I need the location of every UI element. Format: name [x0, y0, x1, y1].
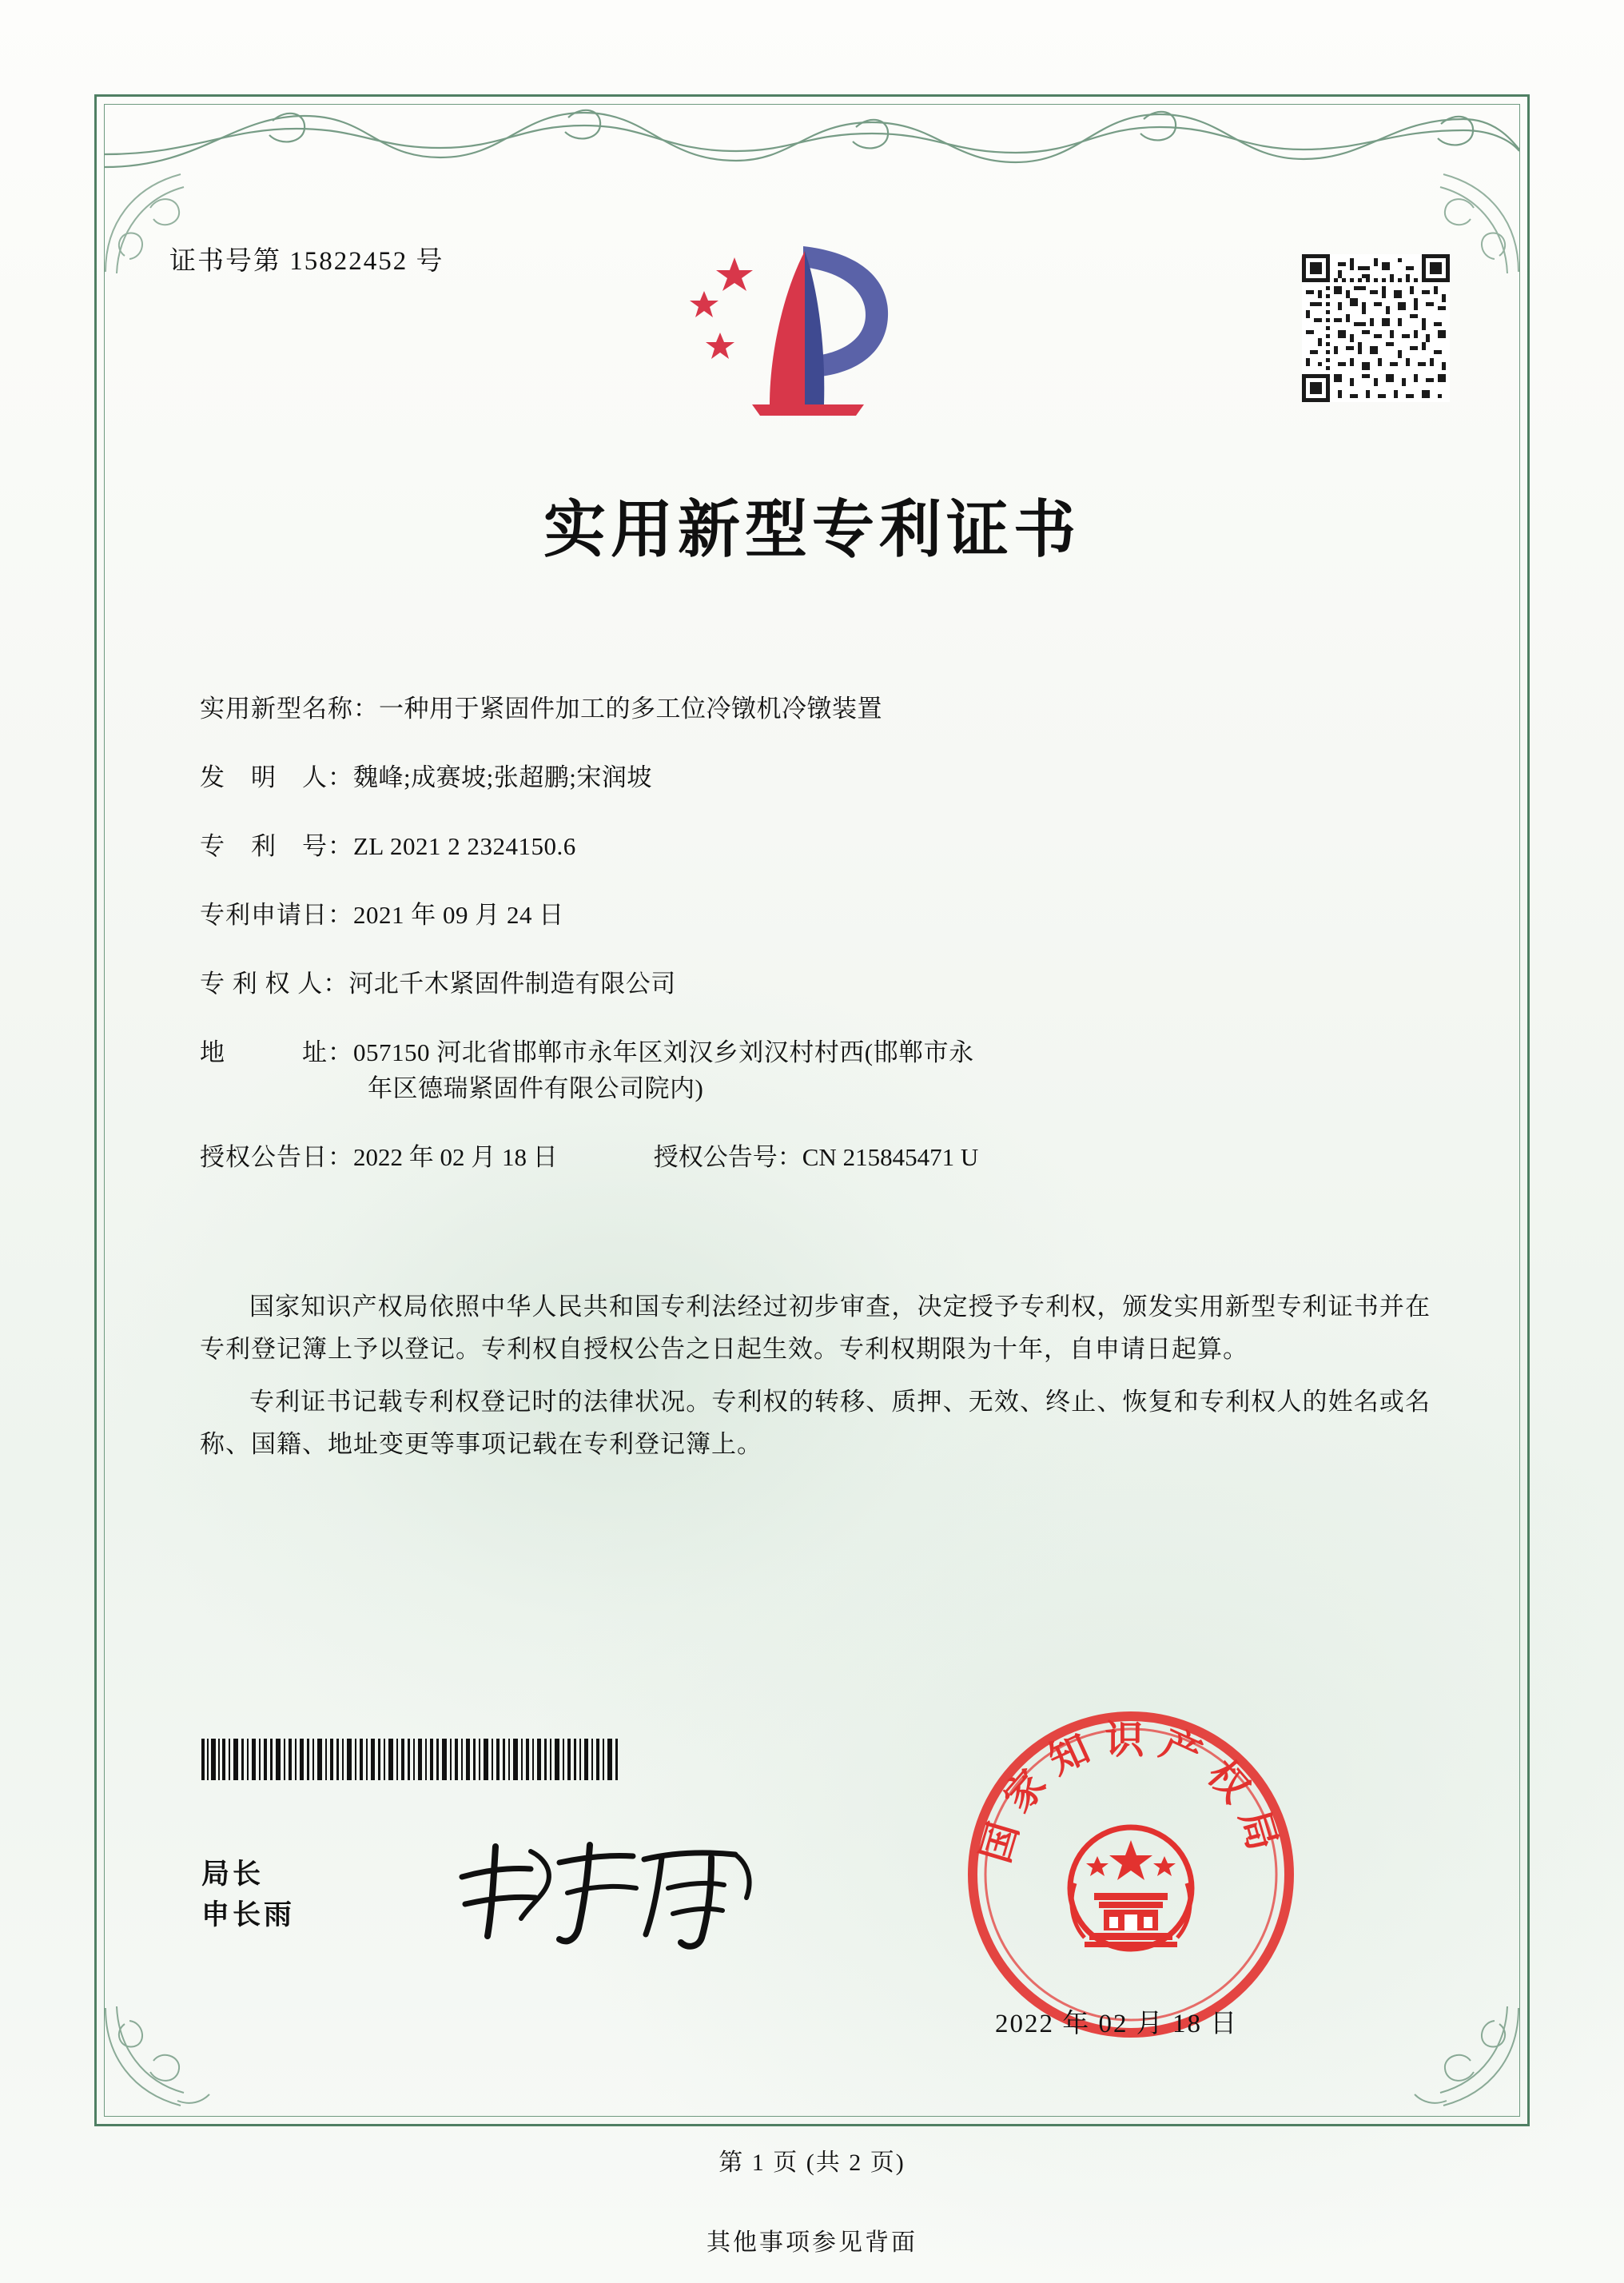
page-title: 实用新型专利证书 — [543, 493, 1081, 566]
field-address — [200, 1035, 1423, 1107]
field-label: 发 明 人： — [200, 763, 353, 791]
field-grant-row — [200, 1140, 1423, 1176]
field-patent-number — [200, 829, 1423, 865]
certificate-number: 证书号第 15822452 号 — [169, 247, 444, 276]
field-value: 河北千木紧固件制造有限公司 — [348, 969, 676, 998]
cnipa-logo-icon — [675, 240, 931, 428]
footer-note: 其他事项参见背面 — [707, 2229, 917, 2256]
field-value — [353, 1035, 1423, 1107]
grant-date-label: 授权公告日： — [200, 1142, 353, 1171]
corner-ornament-bottom-right — [1403, 2000, 1523, 2120]
field-inventors — [200, 760, 1423, 796]
field-patentee — [200, 966, 1423, 1002]
field-utility-model-name — [200, 691, 1423, 727]
field-label: 地 址： — [200, 1038, 353, 1066]
field-value: ZL 2021 2 2324150.6 — [353, 831, 576, 860]
signature-title: 局长 — [201, 1859, 265, 1890]
grant-date-value: 2022 年 02 月 18 日 — [353, 1142, 558, 1171]
field-label: 专利申请日： — [200, 900, 353, 929]
field-label: 专 利 号： — [200, 831, 353, 860]
field-list — [200, 691, 1423, 1209]
barcode-icon — [200, 1739, 623, 1780]
signature-block — [201, 1855, 295, 1936]
handwritten-signature-icon — [448, 1831, 791, 1950]
field-label: 专 利 权 人： — [200, 969, 349, 998]
field-value: 魏峰;成赛坡;张超鹏;宋润坡 — [353, 763, 652, 791]
signature-name: 申长雨 — [201, 1899, 296, 1930]
legal-text — [200, 1285, 1431, 1475]
field-value: 一种用于紧固件加工的多工位冷镦机冷镦装置 — [379, 695, 882, 723]
seal-date: 2022 年 02 月 18 日 — [995, 2010, 1239, 2038]
legal-paragraph-1: 国家知识产权局依照中华人民共和国专利法经过初步审查，决定授予专利权，颁发实用新型专利证书并在专利登记簿上予以登记。专利权自授权公告之日起生效。专利权期限为十年，自申请日起算。 — [200, 1293, 1431, 1364]
address-line-1: 057150 河北省邯郸市永年区刘汉乡刘汉村村西(邯郸市永 — [353, 1038, 974, 1066]
top-ornament-band — [105, 105, 1519, 172]
corner-ornament-bottom-left — [101, 2000, 221, 2120]
address-line-2: 年区德瑞紧固件有限公司院内) — [368, 1074, 704, 1102]
legal-paragraph-2: 专利证书记载专利权登记时的法律状况。专利权的转移、质押、无效、终止、恢复和专利权人的姓名或名称、国籍、地址变更等事项记载在专利登记簿上。 — [200, 1387, 1431, 1458]
grant-number-value: CN 215845471 U — [802, 1142, 979, 1171]
field-application-date — [200, 898, 1423, 934]
page-indicator: 第 1 页 (共 2 页) — [718, 2150, 906, 2176]
grant-number-label: 授权公告号： — [653, 1142, 802, 1171]
field-label: 实用新型名称： — [200, 695, 379, 723]
qr-code-icon — [1302, 254, 1450, 402]
field-value: 2021 年 09 月 24 日 — [353, 900, 564, 929]
official-seal-icon — [959, 1703, 1303, 2046]
svg-text:国家知识产权局: 国家知识产权局 — [971, 1716, 1291, 1868]
